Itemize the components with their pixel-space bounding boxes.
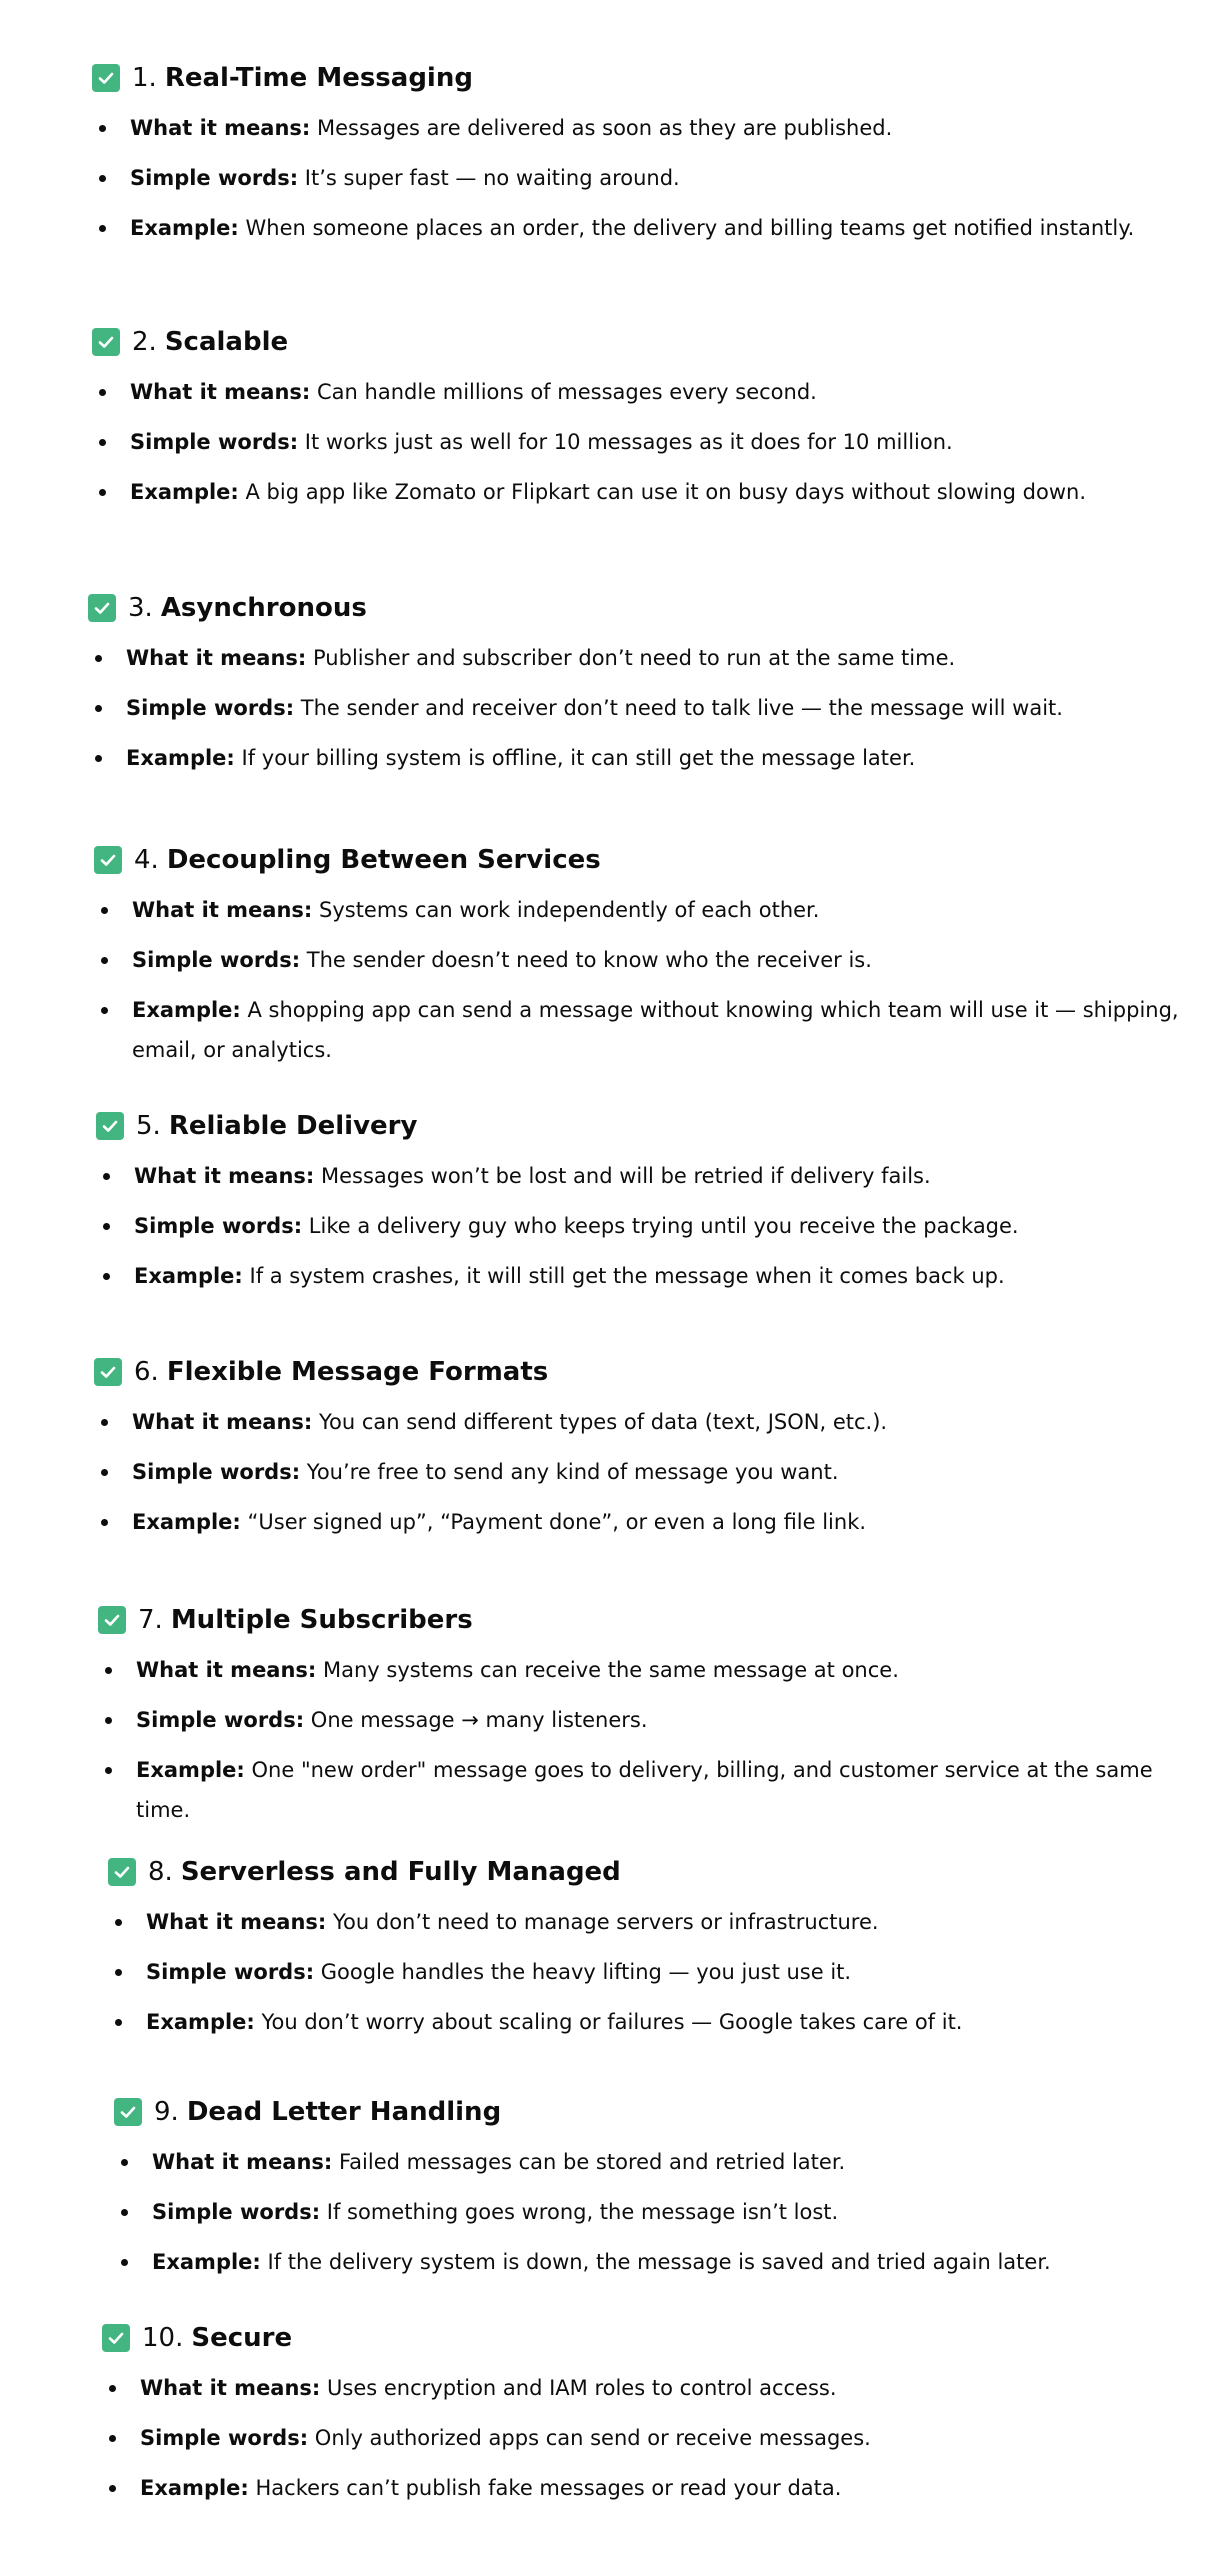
bullet-list <box>114 2142 1214 2282</box>
item-label: What it means: <box>136 1658 317 1682</box>
list-item <box>108 1902 1208 1942</box>
section-heading <box>96 1106 1196 1146</box>
item-label: Simple words: <box>134 1214 303 1238</box>
item-label: Simple words: <box>132 948 301 972</box>
bullet-dot-icon <box>99 489 106 496</box>
item-text: Google handles the heavy lifting — you just use it. <box>314 1960 852 1984</box>
item-text: Can handle millions of messages every second. <box>310 380 817 404</box>
bullet-list <box>98 1650 1198 1830</box>
check-box-icon <box>98 1606 126 1634</box>
item-text: It’s super fast — no waiting around. <box>298 166 680 190</box>
bullet-dot-icon <box>115 1919 122 1926</box>
bullet-dot-icon <box>101 957 108 964</box>
list-item <box>108 1952 1208 1992</box>
check-box-icon <box>92 328 120 356</box>
item-text: You’re free to send any kind of message you want. <box>300 1460 839 1484</box>
bullet-dot-icon <box>99 125 106 132</box>
section-heading <box>98 1600 1198 1640</box>
list-item <box>92 372 1192 412</box>
item-text: It works just as well for 10 messages as it does for 10 million. <box>298 430 953 454</box>
list-item <box>102 2468 1202 2508</box>
bullet-dot-icon <box>121 2259 128 2266</box>
item-text: One "new order" message goes to delivery, billing, and customer service at the same time. <box>136 1758 1153 1822</box>
section-title: Real-Time Messaging <box>164 63 473 93</box>
feature-section <box>96 1106 1196 1296</box>
feature-section <box>92 58 1192 248</box>
feature-section <box>108 1852 1208 2042</box>
bullet-list <box>88 638 1188 778</box>
feature-section <box>94 1352 1194 1542</box>
bullet-dot-icon <box>105 1717 112 1724</box>
item-text: You don’t worry about scaling or failures — Google takes care of it. <box>254 2010 963 2034</box>
item-label: Example: <box>132 1510 241 1534</box>
list-item <box>88 638 1188 678</box>
bullet-dot-icon <box>103 1223 110 1230</box>
section-number: 1. <box>132 63 157 93</box>
item-label: Example: <box>152 2250 261 2274</box>
item-label: Example: <box>140 2476 249 2500</box>
item-text: Publisher and subscriber don’t need to run at the same time. <box>306 646 956 670</box>
item-label: What it means: <box>140 2376 321 2400</box>
item-text: “User signed up”, “Payment done”, or even a long file link. <box>240 1510 867 1534</box>
bullet-list <box>102 2368 1202 2508</box>
bullet-dot-icon <box>115 1969 122 1976</box>
bullet-dot-icon <box>101 1007 108 1014</box>
list-item <box>92 472 1192 512</box>
bullet-dot-icon <box>99 175 106 182</box>
bullet-dot-icon <box>121 2209 128 2216</box>
list-item <box>108 2002 1208 2042</box>
item-label: Simple words: <box>140 2426 309 2450</box>
item-text: Hackers can’t publish fake messages or read your data. <box>248 2476 842 2500</box>
section-number: 6. <box>134 1357 159 1387</box>
bullet-dot-icon <box>105 1767 112 1774</box>
list-item <box>114 2192 1214 2232</box>
list-item <box>92 158 1192 198</box>
section-title: Multiple Subscribers <box>170 1605 473 1635</box>
list-item <box>88 688 1188 728</box>
section-title: Scalable <box>164 327 289 357</box>
item-label: Example: <box>126 746 235 770</box>
item-label: What it means: <box>130 380 311 404</box>
section-title: Serverless and Fully Managed <box>180 1857 621 1887</box>
section-heading <box>94 840 1194 880</box>
section-heading <box>94 1352 1194 1392</box>
section-number: 4. <box>134 845 159 875</box>
section-number: 2. <box>132 327 157 357</box>
section-number: 7. <box>138 1605 163 1635</box>
bullet-dot-icon <box>95 655 102 662</box>
bullet-dot-icon <box>109 2385 116 2392</box>
list-item <box>98 1700 1198 1740</box>
feature-section <box>114 2092 1214 2282</box>
item-text: Uses encryption and IAM roles to control access. <box>320 2376 837 2400</box>
section-title: Asynchronous <box>160 593 367 623</box>
check-box-icon <box>96 1112 124 1140</box>
section-number: 3. <box>128 593 153 623</box>
section-title: Secure <box>191 2323 293 2353</box>
section-number: 10. <box>142 2323 184 2353</box>
item-text: If a system crashes, it will still get the message when it comes back up. <box>242 1264 1005 1288</box>
section-number: 9. <box>154 2097 179 2127</box>
section-heading <box>102 2318 1202 2358</box>
section-heading <box>92 58 1192 98</box>
bullet-list <box>94 1402 1194 1542</box>
check-box-icon <box>92 64 120 92</box>
bullet-dot-icon <box>101 1519 108 1526</box>
item-text: Systems can work independently of each other. <box>312 898 820 922</box>
item-text: The sender and receiver don’t need to talk live — the message will wait. <box>294 696 1063 720</box>
item-label: Example: <box>134 1264 243 1288</box>
item-label: Simple words: <box>130 430 299 454</box>
list-item <box>92 108 1192 148</box>
list-item <box>94 1402 1194 1442</box>
item-label: What it means: <box>152 2150 333 2174</box>
item-label: Simple words: <box>136 1708 305 1732</box>
item-label: Example: <box>130 480 239 504</box>
bullet-dot-icon <box>101 907 108 914</box>
bullet-list <box>94 890 1194 1070</box>
item-text: You don’t need to manage servers or infrastructure. <box>326 1910 879 1934</box>
item-text: Messages won’t be lost and will be retried if delivery fails. <box>314 1164 931 1188</box>
list-item <box>114 2242 1214 2282</box>
bullet-dot-icon <box>109 2435 116 2442</box>
item-text: One message → many listeners. <box>304 1708 648 1732</box>
list-item <box>98 1750 1198 1830</box>
bullet-dot-icon <box>103 1273 110 1280</box>
check-box-icon <box>108 1858 136 1886</box>
item-label: Simple words: <box>132 1460 301 1484</box>
section-title: Dead Letter Handling <box>186 2097 502 2127</box>
list-item <box>96 1256 1196 1296</box>
bullet-dot-icon <box>101 1469 108 1476</box>
list-item <box>98 1650 1198 1690</box>
bullet-dot-icon <box>105 1667 112 1674</box>
item-label: What it means: <box>146 1910 327 1934</box>
list-item <box>96 1206 1196 1246</box>
bullet-dot-icon <box>109 2485 116 2492</box>
list-item <box>96 1156 1196 1196</box>
list-item <box>114 2142 1214 2182</box>
item-label: Simple words: <box>126 696 295 720</box>
list-item <box>94 1452 1194 1492</box>
bullet-dot-icon <box>101 1419 108 1426</box>
item-text: Messages are delivered as soon as they are published. <box>310 116 893 140</box>
item-text: Only authorized apps can send or receive messages. <box>308 2426 871 2450</box>
section-heading <box>108 1852 1208 1892</box>
bullet-dot-icon <box>95 755 102 762</box>
item-label: Example: <box>136 1758 245 1782</box>
bullet-list <box>92 372 1192 512</box>
bullet-dot-icon <box>99 225 106 232</box>
item-text: If your billing system is offline, it can still get the message later. <box>234 746 916 770</box>
section-heading <box>114 2092 1214 2132</box>
section-title: Flexible Message Formats <box>166 1357 549 1387</box>
item-text: The sender doesn’t need to know who the receiver is. <box>300 948 872 972</box>
bullet-dot-icon <box>99 389 106 396</box>
list-item <box>102 2368 1202 2408</box>
section-number: 8. <box>148 1857 173 1887</box>
section-title: Reliable Delivery <box>168 1111 418 1141</box>
section-title: Decoupling Between Services <box>166 845 601 875</box>
item-label: Simple words: <box>152 2200 321 2224</box>
item-text: Like a delivery guy who keeps trying until you receive the package. <box>302 1214 1019 1238</box>
item-label: What it means: <box>132 1410 313 1434</box>
item-text: Many systems can receive the same message at once. <box>316 1658 899 1682</box>
check-box-icon <box>94 1358 122 1386</box>
check-box-icon <box>114 2098 142 2126</box>
section-heading <box>92 322 1192 362</box>
item-text: When someone places an order, the delivery and billing teams get notified instantly. <box>238 216 1135 240</box>
item-text: You can send different types of data (text, JSON, etc.). <box>312 1410 888 1434</box>
feature-section <box>98 1600 1198 1830</box>
bullet-list <box>92 108 1192 248</box>
section-heading <box>88 588 1188 628</box>
check-box-icon <box>94 846 122 874</box>
feature-section <box>102 2318 1202 2508</box>
item-label: Example: <box>146 2010 255 2034</box>
item-label: What it means: <box>134 1164 315 1188</box>
item-label: Simple words: <box>130 166 299 190</box>
feature-section <box>88 588 1188 778</box>
list-item <box>92 422 1192 462</box>
bullet-dot-icon <box>103 1173 110 1180</box>
bullet-dot-icon <box>99 439 106 446</box>
item-label: Example: <box>132 998 241 1022</box>
bullet-dot-icon <box>115 2019 122 2026</box>
list-item <box>94 1502 1194 1542</box>
list-item <box>88 738 1188 778</box>
item-text: A shopping app can send a message without knowing which team will use it — shipping, email, or analytics. <box>132 998 1179 1062</box>
bullet-dot-icon <box>95 705 102 712</box>
item-label: What it means: <box>130 116 311 140</box>
item-label: Example: <box>130 216 239 240</box>
bullet-list <box>96 1156 1196 1296</box>
check-box-icon <box>102 2324 130 2352</box>
item-label: What it means: <box>126 646 307 670</box>
bullet-list <box>108 1902 1208 2042</box>
check-box-icon <box>88 594 116 622</box>
feature-section <box>94 840 1194 1070</box>
list-item <box>94 940 1194 980</box>
list-item <box>94 890 1194 930</box>
section-number: 5. <box>136 1111 161 1141</box>
item-text: If the delivery system is down, the message is saved and tried again later. <box>260 2250 1051 2274</box>
item-label: Simple words: <box>146 1960 315 1984</box>
feature-section <box>92 322 1192 512</box>
bullet-dot-icon <box>121 2159 128 2166</box>
list-item <box>92 208 1192 248</box>
item-text: If something goes wrong, the message isn’t lost. <box>320 2200 839 2224</box>
list-item <box>102 2418 1202 2458</box>
item-text: Failed messages can be stored and retried later. <box>332 2150 846 2174</box>
item-text: A big app like Zomato or Flipkart can use it on busy days without slowing down. <box>238 480 1087 504</box>
list-item <box>94 990 1194 1070</box>
item-label: What it means: <box>132 898 313 922</box>
